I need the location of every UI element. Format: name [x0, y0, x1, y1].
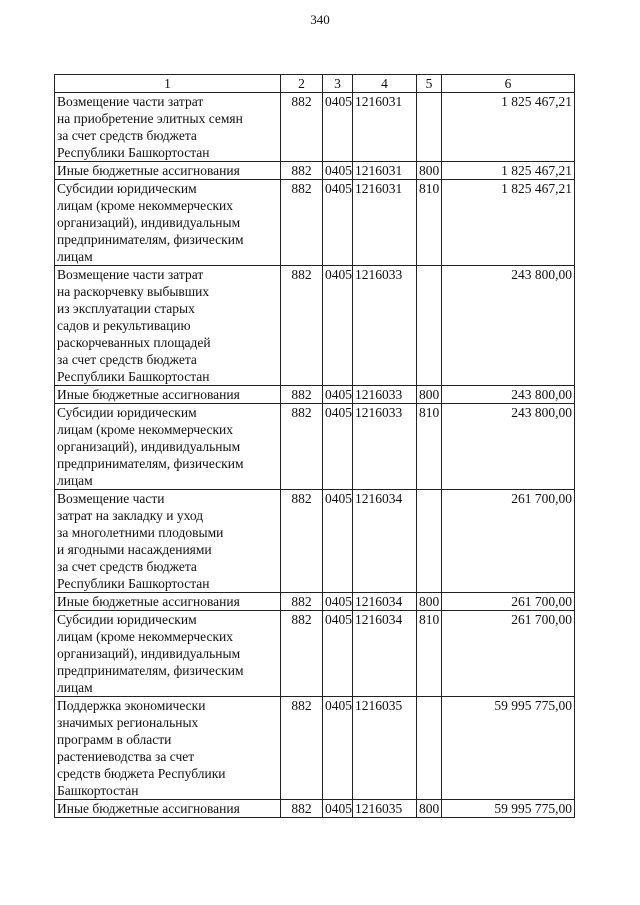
cell-department-code: 882	[281, 611, 323, 697]
cell-target-article: 1216033	[353, 386, 417, 404]
cell-section-code: 0405	[323, 490, 353, 593]
cell-target-article: 1216033	[353, 404, 417, 490]
header-col-1: 1	[55, 75, 281, 93]
cell-target-article: 1216031	[353, 180, 417, 266]
cell-section-code: 0405	[323, 404, 353, 490]
header-col-4: 4	[353, 75, 417, 93]
item-name-text: Иные бюджетные ассигнования	[57, 594, 240, 609]
cell-name	[55, 800, 281, 818]
cell-section-code: 0405	[323, 800, 353, 818]
table-row	[55, 404, 575, 490]
table-row	[55, 93, 575, 162]
cell-expense-type	[417, 697, 442, 800]
header-col-2: 2	[281, 75, 323, 93]
cell-name	[55, 697, 281, 800]
table-row	[55, 697, 575, 800]
cell-section-code: 0405	[323, 93, 353, 162]
cell-section-code: 0405	[323, 266, 353, 386]
cell-department-code: 882	[281, 593, 323, 611]
table-row	[55, 180, 575, 266]
budget-table	[54, 74, 575, 818]
cell-section-code: 0405	[323, 180, 353, 266]
cell-target-article: 1216035	[353, 697, 417, 800]
cell-target-article: 1216035	[353, 800, 417, 818]
cell-name	[55, 162, 281, 180]
table-row	[55, 611, 575, 697]
cell-amount: 1 825 467,21	[442, 162, 575, 180]
item-name-text: Субсидии юридическим лицам (кроме некоммерческих организаций), индивидуальным предпринимателям, физическим лицам	[57, 181, 244, 264]
header-col-5: 5	[417, 75, 442, 93]
cell-name	[55, 266, 281, 386]
cell-expense-type: 800	[417, 593, 442, 611]
cell-name	[55, 611, 281, 697]
table-row	[55, 490, 575, 593]
table-row	[55, 386, 575, 404]
item-name-text: Субсидии юридическим лицам (кроме некоммерческих организаций), индивидуальным предпринимателям, физическим лицам	[57, 405, 244, 488]
cell-department-code: 882	[281, 266, 323, 386]
cell-department-code: 882	[281, 162, 323, 180]
cell-department-code: 882	[281, 800, 323, 818]
item-name-text: Возмещение части затрат на закладку и уход за многолетними плодовыми и ягодными насаждениями за счет средств бюджета Республики Башкортостан	[57, 491, 224, 591]
cell-amount: 243 800,00	[442, 386, 575, 404]
table-row	[55, 593, 575, 611]
cell-section-code: 0405	[323, 386, 353, 404]
cell-expense-type: 800	[417, 800, 442, 818]
cell-expense-type: 800	[417, 386, 442, 404]
cell-amount: 261 700,00	[442, 490, 575, 593]
cell-department-code: 882	[281, 697, 323, 800]
cell-amount: 243 800,00	[442, 266, 575, 386]
header-col-3: 3	[323, 75, 353, 93]
cell-expense-type	[417, 490, 442, 593]
cell-section-code: 0405	[323, 162, 353, 180]
cell-department-code: 882	[281, 404, 323, 490]
cell-target-article: 1216031	[353, 93, 417, 162]
cell-target-article: 1216034	[353, 490, 417, 593]
cell-expense-type: 810	[417, 611, 442, 697]
item-name-text: Иные бюджетные ассигнования	[57, 387, 240, 402]
cell-target-article: 1216034	[353, 611, 417, 697]
cell-name	[55, 93, 281, 162]
cell-expense-type: 810	[417, 404, 442, 490]
table-row	[55, 266, 575, 386]
cell-department-code: 882	[281, 386, 323, 404]
cell-section-code: 0405	[323, 611, 353, 697]
table-body	[55, 93, 575, 818]
cell-name	[55, 180, 281, 266]
cell-amount: 59 995 775,00	[442, 800, 575, 818]
cell-target-article: 1216034	[353, 593, 417, 611]
cell-amount: 1 825 467,21	[442, 180, 575, 266]
item-name-text: Субсидии юридическим лицам (кроме некоммерческих организаций), индивидуальным предпринимателям, физическим лицам	[57, 612, 244, 695]
cell-section-code: 0405	[323, 593, 353, 611]
cell-expense-type: 810	[417, 180, 442, 266]
cell-amount: 243 800,00	[442, 404, 575, 490]
cell-expense-type	[417, 93, 442, 162]
cell-expense-type	[417, 266, 442, 386]
header-col-6: 6	[442, 75, 575, 93]
cell-department-code: 882	[281, 93, 323, 162]
cell-amount: 1 825 467,21	[442, 93, 575, 162]
header-row	[55, 75, 575, 93]
cell-name	[55, 386, 281, 404]
item-name-text: Возмещение части затрат на приобретение элитных семян за счет средств бюджета Республики Башкортостан	[57, 94, 243, 160]
cell-department-code: 882	[281, 490, 323, 593]
cell-expense-type: 800	[417, 162, 442, 180]
cell-section-code: 0405	[323, 697, 353, 800]
cell-target-article: 1216031	[353, 162, 417, 180]
cell-name	[55, 593, 281, 611]
cell-name	[55, 404, 281, 490]
page-number: 340	[310, 12, 330, 27]
cell-department-code: 882	[281, 180, 323, 266]
cell-target-article: 1216033	[353, 266, 417, 386]
cell-amount: 261 700,00	[442, 611, 575, 697]
table-row	[55, 800, 575, 818]
item-name-text: Поддержка экономически значимых региональных программ в области растениеводства за счет средств бюджета Республики Башкортостан	[57, 698, 226, 798]
item-name-text: Иные бюджетные ассигнования	[57, 801, 240, 816]
cell-amount: 59 995 775,00	[442, 697, 575, 800]
cell-amount: 261 700,00	[442, 593, 575, 611]
cell-name	[55, 490, 281, 593]
item-name-text: Возмещение части затрат на раскорчевку выбывших из эксплуатации старых садов и рекультивацию раскорчеванных площадей за счет средств бюджета Республики Башкортостан	[57, 267, 211, 384]
table-row	[55, 162, 575, 180]
item-name-text: Иные бюджетные ассигнования	[57, 163, 240, 178]
